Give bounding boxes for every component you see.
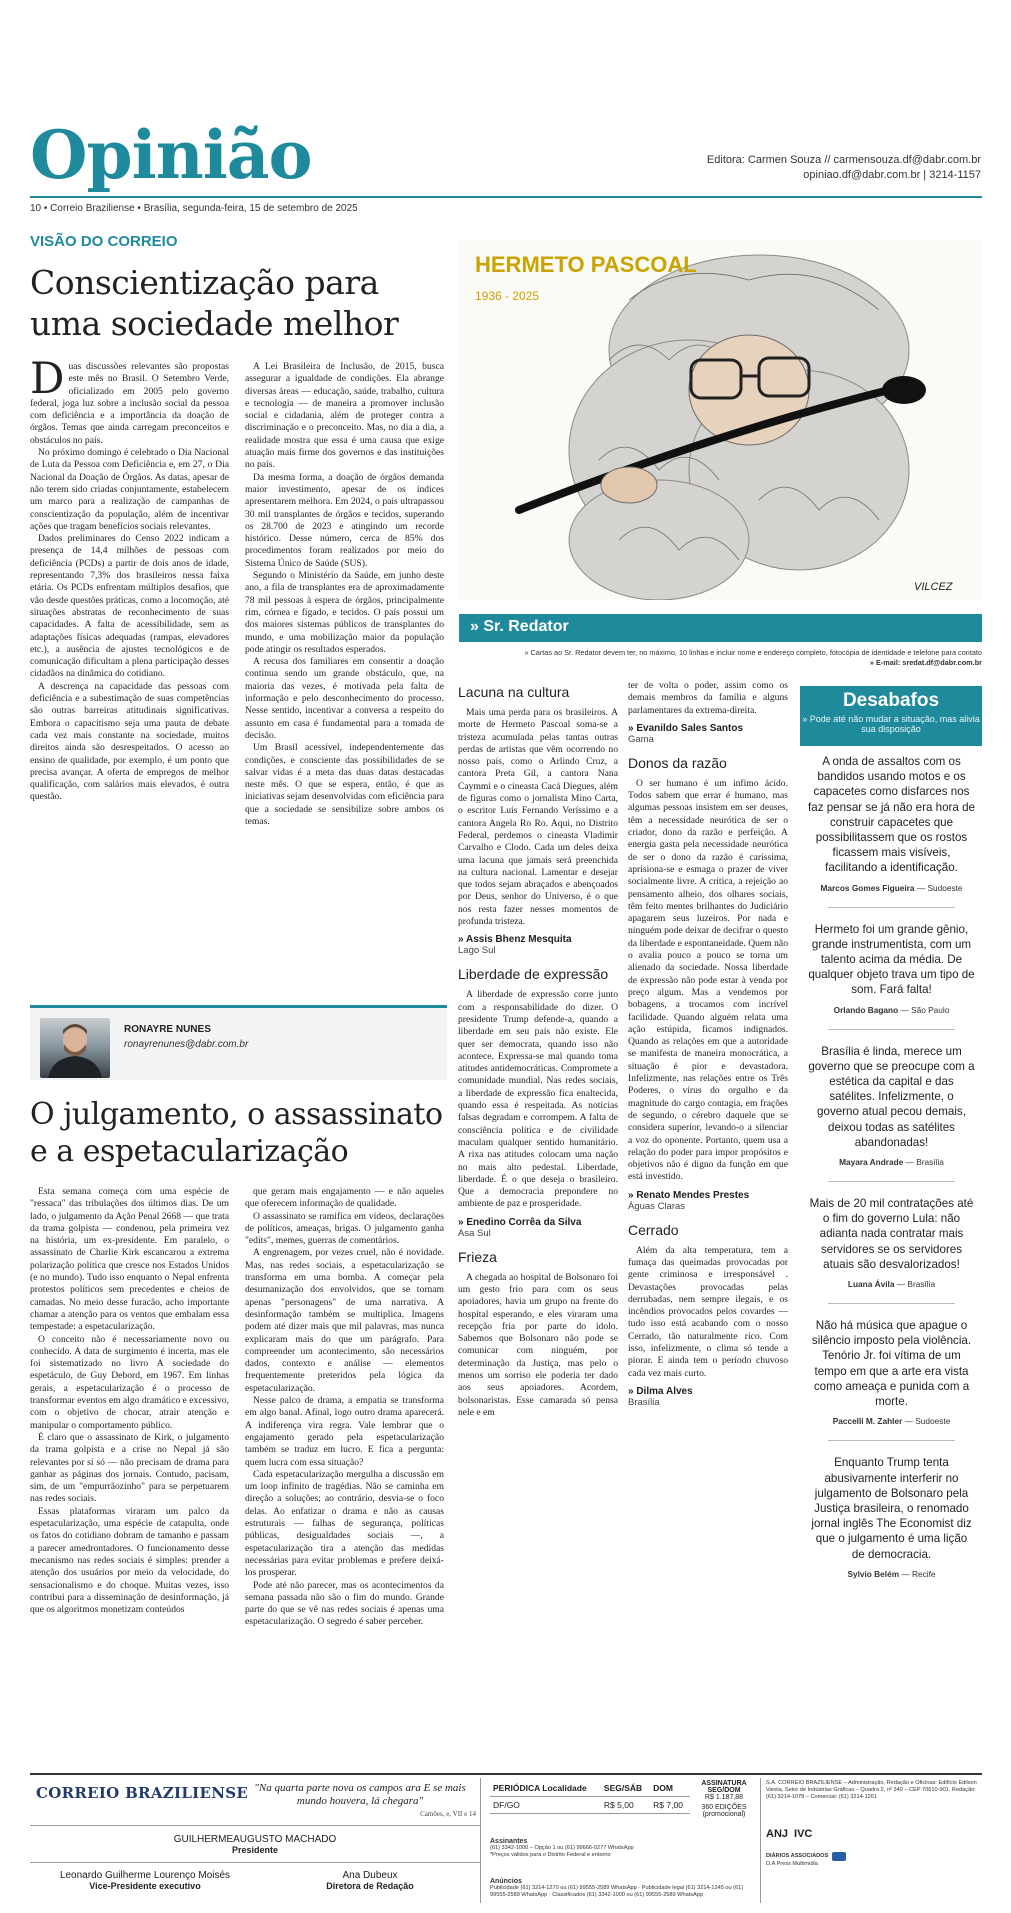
article-paragraph: Essas plataformas viraram um palco da espetacularização, uma espécie de catapulta, onde os fatos do cotidiano dobram de tamanho e passam a parecer amedrontadores. O funcionamento desse mecanismo nas redes sociais é simples: prender a atenção dos usuários por meio da velocidade, do sensacionalismo e do choque. Muitas vezes, isso contribui para a disseminação de desinformação, já que os algoritmos monetizam conteúdos — [30, 1505, 229, 1616]
editorial-title: Conscientização para uma sociedade melhor — [30, 263, 399, 343]
article-paragraph: que geram mais engajamento — e não aqueles que oferecem informação de qualidade. — [245, 1186, 444, 1210]
footer-quote-source: Camões, e, VII e 14 — [420, 1810, 476, 1818]
footer-quote: "Na quarta parte nova os campos ara E se mais mundo houvera, lá chegara" — [254, 1782, 466, 1807]
president-name: GUILHERMEAUGUSTO MACHADO — [173, 1834, 337, 1845]
director-name: Ana Dubeux — [342, 1870, 398, 1881]
letter-paragraph: ter de volta o poder, assim como os demais membros da família e alguns parlamentares da extrema-direita. — [628, 680, 788, 716]
vp-role: Vice-Presidente executivo — [89, 1881, 201, 1891]
desabafo-place: São Paulo — [911, 1004, 950, 1015]
footer-divider — [30, 1825, 480, 1826]
letter-body — [628, 680, 788, 717]
da-logo-icon — [832, 1852, 846, 1861]
header-rule — [30, 196, 982, 198]
anuncios-text[interactable]: Publicidade (61) 3214-1270 ou (61) 99555-2589 WhatsApp · Publicidade legal (61) 3214-1245 ou (61) 99555-2589 WhatsApp · Classificados (61) 3342-1000 ou (61) 99555-2589 WhatsApp — [490, 1885, 744, 1899]
editorial-paragraph: Um Brasil acessível, independentemente das condições, e consciente das possibilidades de se salvar vidas é a meta das duas datas destacadas neste mês. O que se espera, então, é que as iniciativas sejam desenvolvidas com eficiência para que a sociedade se sensibilize sobre ambos os temas. — [245, 742, 444, 827]
editorial-paragraph: uas discussões relevantes são propostas este mês no Brasil. O Setembro Verde, oficializado em 2005 pelo governo federal, joga luz sobre a inclusão social da pessoa com deficiência e a importância da doação de órgãos. Temas que ainda carregam preconceitos e obstáculos no país. — [30, 361, 229, 446]
section-masthead: Opinião — [30, 116, 312, 194]
letters-instructions — [459, 648, 982, 668]
letter-title: Frieza — [458, 1248, 497, 1265]
director-block — [260, 1870, 480, 1891]
letter-place: Asa Sul — [458, 1227, 491, 1239]
article-paragraph: O conceito não é necessariamente novo ou conhecido. A data de surgimento é incerta, mas ele foi sistematizado no livro A sociedade do espetáculo, de Guy Debord, em 1967. Em linhas gerais, a espetacularização é o processo de transformar eventos em algo dramático e excessivo, com o objetivo de chocar, atrair atenção e manipular o comportamento público. — [30, 1333, 229, 1431]
assinantes-text[interactable]: (61) 3342-1000 – Opção 1 ou (61) 99666-0277 WhatsApp — [490, 1845, 634, 1852]
editorial-cartoon — [459, 240, 982, 600]
desabafo-place: Brasília — [907, 1279, 936, 1290]
contact-line[interactable]: opiniao.df@dabr.com.br | 3214-1157 — [803, 169, 981, 181]
letters-email[interactable]: » E-mail: sredat.df@dabr.com.br — [869, 658, 982, 667]
subscription-label: ASSINATURA SEG/DOM — [701, 1780, 747, 1794]
footer-divider — [30, 1862, 480, 1863]
editors-line[interactable]: Editora: Carmen Souza // carmensouza.df@dabr.com.br — [706, 154, 981, 166]
price-cell: R$ 7,00 — [650, 1797, 690, 1814]
desabafo-divider — [828, 907, 955, 908]
price-header-cell: DOM — [650, 1780, 690, 1797]
cartoon-illustration — [459, 240, 982, 600]
letter-place: Brasília — [628, 1396, 660, 1408]
editorial-paragraph: A recusa dos familiares em consentir a doação continua sendo um grande obstáculo, que, na maioria das vezes, é motivada pela falta de informação e pelo desconhecimento do processo. Nesse sentido, incentivar a conversa a respeito do assunto em casa é fundamental para a tomada de decisão. — [245, 656, 444, 741]
price-header-cell: SEG/SÁB — [601, 1780, 650, 1797]
desabafo-text: Não há música que apague o silêncio imposto pela violência. Tenório Jr. foi vítima de um tempo em que a arte era vista como ameaça e punida com a morte. — [811, 1319, 972, 1409]
letter-place: Gama — [628, 733, 654, 745]
letter-author: » Evanildo Sales Santos — [628, 722, 744, 734]
vp-block — [30, 1870, 260, 1891]
desabafo-signature: Paccelli M. Zahler — Sudoeste — [832, 1416, 951, 1427]
cartoon-years-caption: 1936 - 2025 — [475, 289, 540, 303]
columnist-name: RONAYRE NUNES — [124, 1024, 211, 1035]
desabafo-author: Luana Ávila — [847, 1279, 895, 1290]
desabafo-item — [808, 922, 975, 1015]
editorial-paragraph: Segundo o Ministério da Saúde, em junho deste ano, a fila de transplantes era de aproximadamente 78 mil pessoas à espera de órgãos, principalmente rim, córnea e fígado, e tecidos. O país possui um dos maiores sistemas públicos de transplantes do mundo, e uma mobilização maior da população pode atingir os resultados esperados. — [245, 570, 444, 655]
article-paragraph: Pode até não parecer, mas os acontecimentos da semana passada não são o fim do mundo. Grande parte do que se vê nas redes sociais é apenas uma espetacularização. O segredo é saber perceber. — [245, 1579, 444, 1628]
associados-row — [766, 1828, 982, 1840]
price-header-cell: PERIÓDICA Localidade — [490, 1780, 601, 1797]
desabafos-list — [808, 754, 975, 1593]
desabafo-signature: Sylvio Belém — Recife — [847, 1568, 936, 1579]
cartoonist-signature: VILCEZ — [914, 581, 953, 593]
letter-body — [458, 1272, 618, 1420]
desabafo-author: Mayara Andrade — [839, 1157, 904, 1168]
letter-place: Lago Sul — [458, 945, 496, 957]
desabafos-title: Desabafos — [842, 690, 940, 711]
letter-paragraph: O ser humano é um ínfimo ácido. Todos sabem que errar é humano, mas algumas pessoas insistem em ser deuses, têm a necessidade neurótica de ser o criador, dono da razão e perfeição. A energia gasta pela necessidade neurótica de ser o dono da razão é caríssima, aprisiona-se e esmaga o prazer de viver socialmente livre. A crítica, a rejeição ao pensamento alheio, dos olhares sociais, têm feito mentes brilhantes do Judiciário apagarem seus luzeiros. Por nada e ninguém pode deixar de decifrar o questo da liberdade e espontaneidade. Quem não o avalia pouco a pouco se torna um alienado da sociedade. Nossa liberdade de expressão não pode estar à venda por preço algum. Mas a vendemos por bobagens, a trocamos com incrível facilidade. Quando alguém relata uma ação estúpida, ficamos indignados. Quando as relações em que a autoridade se manifesta de maneira monocrática, a situação é pior e devastadora. Infelizmente, nas relações entre os Três Poderes, o vírus do orgulho e da magnitude do cargo contagia, em frações de segundo, o cérebro daquele que se considera superior, levando-o a silenciar a voz do oponente. Portanto, quem usa a relação do poder para impor propósitos e objetivos não é digno da função em que está investido. — [628, 777, 788, 1183]
letter-paragraph: A chegada ao hospital de Bolsonaro foi um gesto frio para com os seus apoiadores, havia um grupo na frente do hospital esperando, e eles viraram uma recepção fria por parte do ídolo. Sabemos que Bolsonaro não pode se comunicar com ninguém, por determinação da Justiça, mas pelo o menos um sorriso ele poderia ter dado aos seus apoiadores. Acordem, bolsonaristas. Esse camarada só pensa nele e em — [458, 1271, 618, 1418]
desabafo-text: Hermeto foi um grande gênio, grande instrumentista, com um talento acima da média. De qualquer objeto trava um tipo de som. Fará falta! — [808, 922, 975, 997]
editorial-column-2 — [245, 361, 444, 828]
anuncios-title: Anúncios — [490, 1878, 522, 1885]
footer-vertical-divider — [760, 1778, 761, 1903]
letter-title: Cerrado — [628, 1221, 679, 1238]
desabafo-item — [808, 1196, 975, 1289]
desabafo-place: Sudoeste — [915, 1416, 951, 1427]
letter-title: Donos da razão — [628, 754, 727, 771]
letter-title: Lacuna na cultura — [458, 684, 570, 700]
letters-column-1 — [458, 680, 618, 1419]
letter-body — [458, 707, 618, 928]
desabafos-subtitle: » Pode até não mudar a situação, mas alivia sua disposição — [802, 714, 980, 734]
company-text: S.A. CORREIO BRAZILIENSE – Administração, Redação e Oficinas: Edifício Edilson Varela, Setor de Indústrias Gráficas – Quadra 2, nº 340 – CEP 70610-901. Redação: (61) 3214-1078 – Comercial: (61) 3214-1261 — [766, 1780, 977, 1801]
editorial-paragraph: No próximo domingo é celebrado o Dia Nacional de Luta da Pessoa com Deficiência e, em 27, o Dia Nacional da Doação de Órgãos. As datas, apesar de não terem sido criadas conjuntamente, estabelecem um marco para a realização de campanhas de conscientização da população, além de incentivar ações que tragam benefícios sociais relevantes. — [30, 447, 229, 532]
columnist-avatar — [40, 1018, 110, 1078]
assinantes-block — [490, 1838, 755, 1860]
desabafo-author: Sylvio Belém — [847, 1568, 900, 1579]
editorial-kicker: VISÃO DO CORREIO — [30, 233, 178, 250]
letter-place: Águas Claras — [628, 1200, 686, 1212]
president-role: Presidente — [231, 1845, 279, 1855]
assinantes-title: Assinantes — [490, 1838, 528, 1845]
desabafo-text: Mais de 20 mil contratações até o fim do governo Lula: não adianta nada contratar mais servidores se os servidores atuais são desvalorizados! — [809, 1197, 974, 1271]
desabafo-item — [808, 1318, 975, 1426]
editorial-column-1 — [30, 354, 229, 804]
desabafo-place: Sudoeste — [927, 882, 963, 893]
associados-block — [766, 1852, 982, 1868]
price-cell: DF/GO — [490, 1797, 601, 1814]
director-role: Diretora de Redação — [326, 1881, 414, 1891]
anj-logo-icon: ANJ — [766, 1828, 789, 1840]
desabafo-divider — [828, 1440, 955, 1441]
desabafo-signature: Luana Ávila — Brasília — [847, 1279, 936, 1290]
desabafo-author: Orlando Bagano — [833, 1004, 899, 1015]
article-paragraph: Cada espetacularização mergulha a discussão em um loop infinito de tragédias. Não se caminha em direção a soluções; ao contrário, desvia-se o foco delas. Ao enfatizar o drama e não as causas estruturais — falhas de segurança, políticas públicas, desigualdades sociais —, a espetacularização tira a atenção das medidas necessárias para evitar problemas e prefere deixá-los prosperar. — [245, 1468, 444, 1579]
desabafo-signature: Orlando Bagano — São Paulo — [833, 1004, 950, 1015]
article-title: O julgamento, o assassinato e a espetacularização — [30, 1097, 443, 1169]
anuncios-block — [490, 1878, 755, 1900]
desabafo-signature: Marcos Gomes Figueira — Sudoeste — [820, 882, 963, 893]
desabafo-item — [808, 1044, 975, 1167]
letter-author: » Dilma Alves — [628, 1385, 693, 1397]
letter-body — [628, 778, 788, 1184]
desabafo-place: Brasília — [916, 1157, 944, 1168]
editorial-paragraph: A descrença na capacidade das pessoas com deficiência e a subestimação de suas competências são outras barreiras atitudinais significativas. Embora o capacitismo seja uma pauta de debate cada vez mais constante na sociedade, muitos direitos ainda são desrespeitados. O acesso ao ensino de qualidade, por exemplo, é um ponto que precisa avançar. A oferta de empregos de melhor qualificação, com salários mais elevados, é outra questão. — [30, 680, 229, 803]
subscription-price: R$ 1.187,88 — [704, 1794, 744, 1801]
letters-column-2 — [628, 680, 788, 1418]
editorial-paragraph: A Lei Brasileira de Inclusão, de 2015, busca assegurar a igualdade de condições. Ela abrange diversas áreas — educação, saúde, trabalho, cultura e tecnologia — de maneira a promover inclusão social e cidadania, além de proteger contra a discriminação e o preconceito. Mas, no dia a dia, a realidade mostra que essa é uma causa que exige atuação mais firme dos governos e das instituições no país. — [245, 361, 444, 471]
article-paragraph: É claro que o assassinato de Kirk, o julgamento da trama golpista e a crise no Nepal já são relevantes por si só — não precisam de drama para ganhar as páginas dos jornais. Contudo, pacisam, sim, de um "empurrãozinho" para se perpetuarem nas redes sociais. — [30, 1431, 229, 1505]
dropcap: D — [30, 354, 65, 404]
subscription-label-2: 360 EDIÇÕES (promocional) — [701, 1804, 747, 1818]
editors-info — [707, 153, 981, 183]
desabafo-divider — [828, 1181, 955, 1182]
article-column-1 — [30, 1186, 229, 1616]
footer-vertical-divider — [480, 1778, 481, 1903]
company-info — [766, 1780, 982, 1802]
letter-paragraph: A liberdade de expressão corre junto com a responsabilidade do dizer. O presidente Trump defende-a, quando a liberdade em seu país não existe. Ele quer ser democrata, quando isso não acontece. Expressa-se mal quando toma atitudes antidemocráticas. Compromete a comunidade mundial. Nas redes sociais, a liberdade de expressão fica enaltecida, quando essa é respeitada. As notícias falsas degradam e corrompem. A falta de consciência política e de civilidade maculam qualquer sentido humanitário. A rixa nas atitudes colocam uma nação no mais alto pedestal. Liberdade, liberdade. É o que deseja o brasileiro. Que a democracia prepondere no ambiente de paz e prosperidade. — [458, 989, 618, 1210]
desabafo-item — [808, 754, 975, 893]
price-grid — [490, 1780, 690, 1814]
desabafo-place: Recife — [912, 1568, 936, 1579]
desabafo-item — [808, 1455, 975, 1578]
newspaper-logo: CORREIO BRAZILIENSE — [36, 1784, 249, 1802]
price-header-row — [490, 1780, 690, 1797]
agency-text: D.A Press Multimídia — [766, 1861, 818, 1867]
letter-body — [458, 989, 618, 1210]
cartoon-name-caption: HERMETO PASCOAL — [475, 252, 697, 277]
desabafo-text: A onda de assaltos com os bandidos usando motos e os capacetes como disfarces nos faz pensar se já não era hora de construir capacetes que possibilitassem que os rostos ficassem mais visíveis, facilitando a identificação. — [808, 755, 975, 875]
edition-line: 10 • Correio Braziliense • Brasília, segunda-feira, 15 de setembro de 2025 — [30, 203, 358, 214]
desabafo-divider — [828, 1303, 955, 1304]
letter-paragraph: Além da alta temperatura, tem a fumaça das queimadas provocadas por gente criminosa e irresponsável . Devastações provocadas pelas derrubadas, nem sempre ilegais, e os incêndios provocados pelos covardes — tudo isso está acabando com o nosso Cerrado, tão naturalmente rico. Com isso, infelizmente, o clima só tende a piorar. E ainda tem o período chuvoso cada vez mais curto. — [628, 1244, 788, 1379]
article-column-2 — [245, 1186, 444, 1629]
vp-name: Leonardo Guilherme Lourenço Moisés — [59, 1870, 231, 1881]
letter-author: » Renato Mendes Prestes — [628, 1189, 750, 1201]
columnist-email[interactable]: ronayrenunes@dabr.com.br — [124, 1039, 249, 1050]
desabafo-text: Enquanto Trump tenta abusivamente interferir no julgamento de Bolsonaro pela Justiça brasileira, o renomado jornal inglês The Economist diz que o julgamento é uma lição de democracia. — [811, 1456, 972, 1561]
article-paragraph: Nesse palco de drama, a empatia se transforma em algo banal. Afinal, logo outro drama aparecerá. A indiferença vira regra. Vale lembrar que o engajamento gerado pela espetacularização também se traduz em lucro. E fica a pergunta: quem lucra com essa situação? — [245, 1395, 444, 1468]
article-paragraph: O assassinato se ramifica em vídeos, declarações de políticos, ameaças, brigas. O julgamento ganha "edits", memes, guerras de comentários. — [245, 1210, 444, 1247]
letter-title: Liberdade de expressão — [458, 966, 609, 983]
associados-label: DIÁRIOS ASSOCIADOS — [766, 1852, 829, 1859]
price-cell: R$ 5,00 — [601, 1797, 650, 1814]
desabafo-text: Brasília é linda, merece um governo que se preocupe com a estética da capital e das satélites. Infelizmente, o governo atual pecou demais, deixou todas as satélites abandonadas! — [808, 1044, 975, 1149]
price-row — [490, 1797, 690, 1814]
letter-body — [628, 1245, 788, 1380]
person-icon — [40, 1018, 110, 1078]
article-paragraph: A engrenagem, por vezes cruel, não é novidade. Mas, nas redes sociais, a espetacularização se transforma em uma bomba. A começar pela desumanização dos envolvidos, que se tornam apenas "personagens" de uma narrativa. A desinformação também se multiplica. Imagens podem até dizer mais que mil palavras, mas nunca explicaram mais do que um parágrafo. Para compreender um acontecimento, são necessários dados, contexto e análise — elementos frequentemente preteridos pela lógica da espetacularização. — [245, 1247, 444, 1394]
letters-section-title: » Sr. Redator — [470, 618, 569, 635]
associados-line — [766, 1852, 982, 1861]
editorial-paragraph: Dados preliminares do Censo 2022 indicam a presença de 14,4 milhões de pessoas com deficiência (PCDs) a partir de dois anos de idade, representando 7,3% dos brasileiros nessa faixa etária. Os PCDs enfrentam múltiplos desafios, que vão desde questões práticas, como a locomoção, até situações abstratas de reconhecimento de suas capacidades. A falta de acessibilidade, sem as adaptações físicas adequadas (rampas, elevadores etc.), a ausência de ajustes tecnológicos e de comunicação dificultam a plena participação desses cidadãos na dinâmica do cotidiano. — [30, 533, 229, 680]
president-block — [30, 1834, 480, 1855]
subscription-box — [694, 1780, 754, 1818]
desabafo-divider — [828, 1029, 955, 1030]
footer-rule — [30, 1773, 982, 1775]
assinantes-note: *Preços válidos para o Distrito Federal e entorno — [490, 1852, 611, 1859]
desabafo-author: Marcos Gomes Figueira — [820, 882, 915, 893]
desabafo-signature: Mayara Andrade — Brasília — [839, 1157, 944, 1168]
letters-note: » Cartas ao Sr. Redator devem ter, no máximo, 10 linhas e incluir nome e endereço completo, fotocópia de identidade e telefone para contato — [524, 648, 982, 657]
article-paragraph: Esta semana começa com uma espécie de "ressaca" das tribulações dos últimos dias. De um lado, o julgamento da Ação Penal 2668 — que trata da trama golpista — condenou, pela primeira vez na história, um ex-presidente. Em paralelo, o assassinato de Charlie Kirk escancarou a extrema polarização política que cresce nos Estados Unidos (e no mundo). Tudo isso enquanto o Nepal enfrenta protestos políticos sem precedentes e cheios de camadas. No meio desse furacão, acho importante chamar a atenção para os ventos que embalam essa tempestade: a espetacularização. — [30, 1186, 229, 1333]
ivc-logo-icon: IVC — [794, 1828, 813, 1840]
letter-paragraph: Mais uma perda para os brasileiros. A morte de Hermeto Pascoal soma-se a tristeza acumulada pelas tantas outras perdas de artistas que vêm ocorrendo no nosso país, como o Arlindo Cruz, a cantora Preta Gil, a cantora Nana Caymmi e o cineasta Cacá Diegues, além de figuras como o jornalista Mino Carta, o escritor Luís Fernando Veríssimo e a cantora Angela Ro Ro. Aqui, no Distrito Federal, perdemos o cineasta Vladimir Carvalho e Clodo. Cada um deles deixa uma lacuna que jamais será preenchida na cultura nacional. Lamentar e desejar que todos sejam abraçados e abençoados por Deus, senhor do Universo, é o que nos resta fazer nesses momentos de profunda tristeza. — [458, 707, 618, 928]
desabafo-author: Paccelli M. Zahler — [832, 1416, 903, 1427]
editorial-paragraph: Da mesma forma, a doação de órgãos demanda maior investimento, apesar de os índices apresentarem melhora. Em 2024, o país ultrapassou 30 mil transplantes de órgãos e tecidos, superando os 28.700 de 2023 e atingindo um recorde histórico. Desse número, cerca de 85% dos procedimentos foram realizados por meio do Sistema Único de Saúde (SUS). — [245, 471, 444, 569]
letter-author: » Enedino Corrêa da Silva — [458, 1216, 582, 1228]
price-table — [490, 1780, 690, 1814]
letter-author: » Assis Bhenz Mesquita — [458, 934, 572, 946]
